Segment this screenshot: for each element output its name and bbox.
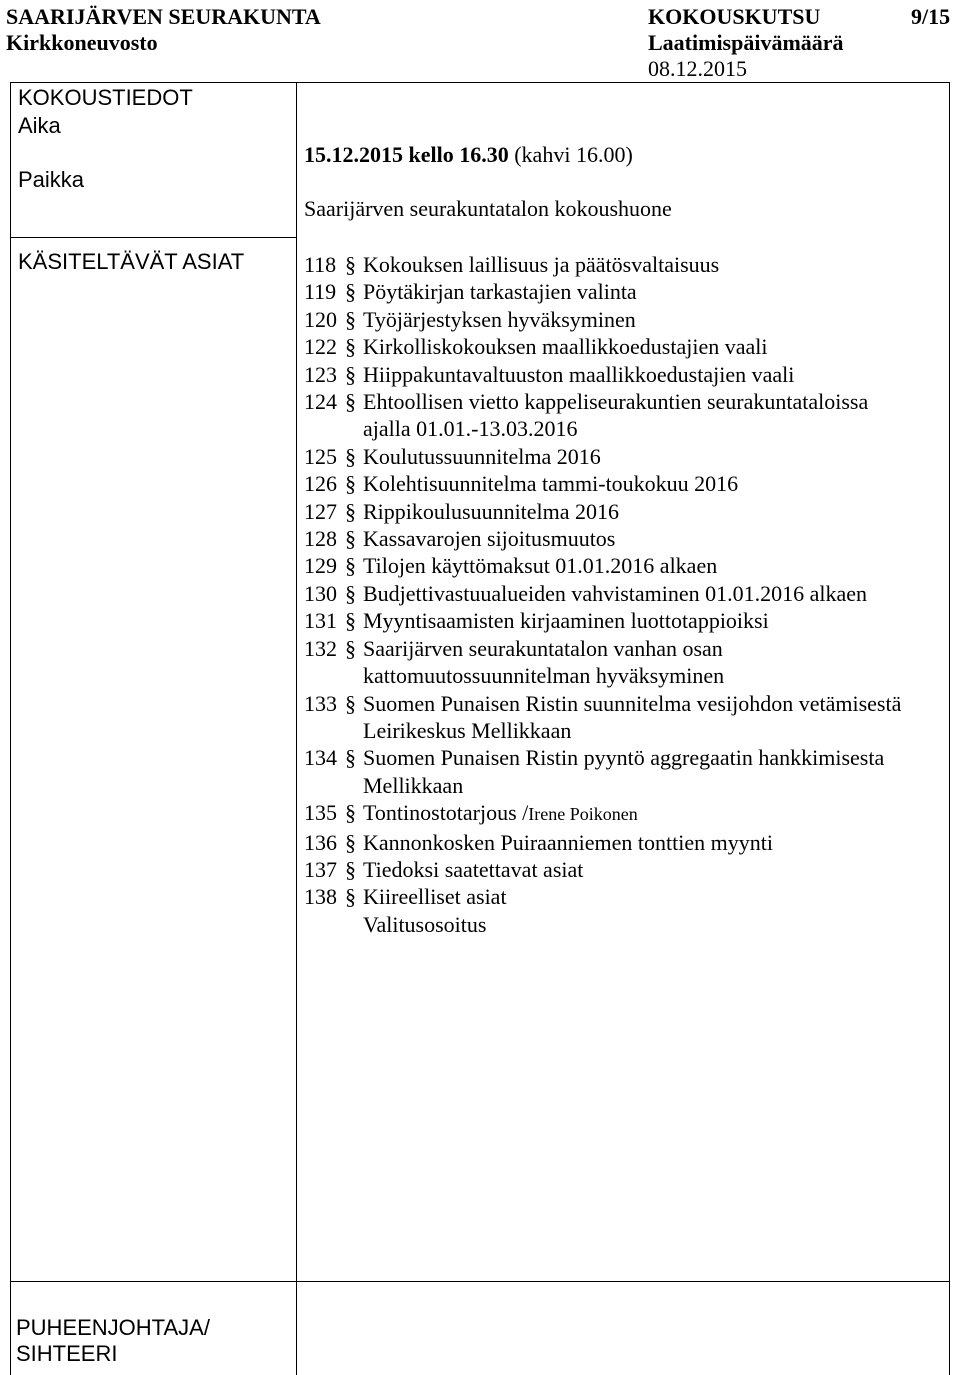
page-number: 9/15 xyxy=(911,4,951,29)
section-sign: § xyxy=(345,580,356,606)
section-sign: § xyxy=(345,443,356,469)
section-sign: § xyxy=(345,608,356,634)
agenda-item-continuation: Leirikeskus Mellikkaan xyxy=(363,717,572,743)
agenda-item-title: Suomen Punaisen Ristin suunnitelma vesijohdon vetämisestä xyxy=(363,690,902,716)
agenda-item-title: Kiireelliset asiat xyxy=(363,884,507,910)
section-sign: § xyxy=(345,334,356,360)
agenda-item-title: Saarijärven seurakuntatalon vanhan osan xyxy=(363,635,723,661)
agenda-item-title: Kolehtisuunnitelma tammi-toukokuu 2016 xyxy=(363,471,739,497)
agenda-label: KÄSITELTÄVÄT ASIAT xyxy=(18,249,245,274)
agenda-item xyxy=(304,690,954,745)
section-sign: § xyxy=(345,471,356,497)
date-label: Laatimispäivämäärä xyxy=(648,30,844,55)
section-sign: § xyxy=(345,884,356,910)
agenda-item-number: 118 xyxy=(304,252,337,277)
agenda-item xyxy=(304,635,954,690)
section-sign: § xyxy=(345,389,356,415)
section-sign: § xyxy=(345,306,356,332)
section-sign: § xyxy=(345,829,356,855)
section-sign: § xyxy=(345,800,356,826)
agenda-item-title: Rippikoulusuunnitelma 2016 xyxy=(363,498,620,524)
agenda-item-number: 123 xyxy=(304,361,337,387)
agenda-item xyxy=(304,829,954,856)
section-sign: § xyxy=(345,745,356,771)
document-date: 08.12.2015 xyxy=(648,56,747,81)
agenda-item-title: Ehtoollisen vietto kappeliseurakuntien seurakuntataloissa xyxy=(363,389,869,415)
agenda-item xyxy=(304,856,954,883)
place-value: Saarijärven seurakuntatalon kokoushuone xyxy=(304,196,672,221)
agenda-item-title: Kannonkosken Puiraanniemen tonttien myynti xyxy=(363,829,773,855)
agenda-list xyxy=(304,251,954,938)
agenda-item-title: Tiedoksi saatettavat asiat xyxy=(363,856,584,882)
agenda-item-title: Pöytäkirjan tarkastajien valinta xyxy=(363,279,637,305)
place-label: Paikka xyxy=(18,167,85,192)
agenda-item-name: Irene Poikonen xyxy=(528,804,638,825)
agenda-item-continuation: ajalla 01.01.-13.03.2016 xyxy=(363,416,578,442)
section-sign: § xyxy=(345,498,356,524)
agenda-item-number: 133 xyxy=(304,690,337,716)
agenda-item xyxy=(304,525,954,552)
agenda-item xyxy=(304,306,954,333)
agenda-item xyxy=(304,883,954,938)
agenda-item-number: 119 xyxy=(304,279,337,305)
agenda-item-title: Tontinostotarjous / xyxy=(363,800,529,826)
agenda-item-title: Kassavarojen sijoitusmuutos xyxy=(363,526,616,552)
agenda-item-title: Koulutussuunnitelma 2016 xyxy=(363,443,601,469)
section-sign: § xyxy=(345,690,356,716)
section-sign: § xyxy=(345,526,356,552)
agenda-item-title: Budjettivastuualueiden vahvistaminen 01.01.2016 alkaen xyxy=(363,580,868,606)
agenda-item xyxy=(304,607,954,634)
agenda-item-title: Suomen Punaisen Ristin pyyntö aggregaatin hankkimisesta xyxy=(363,745,885,771)
time-value-date: 15.12.2015 kello 16.30 xyxy=(304,142,509,167)
section-sign: § xyxy=(345,279,356,305)
row-divider xyxy=(10,237,296,238)
agenda-item-continuation: Mellikkaan xyxy=(363,772,464,798)
agenda-item xyxy=(304,552,954,579)
agenda-item xyxy=(304,251,954,278)
section-sign: § xyxy=(345,635,356,661)
agenda-item-number: 138 xyxy=(304,884,337,910)
agenda-item xyxy=(304,498,954,525)
section-sign: § xyxy=(345,361,356,387)
agenda-item-number: 137 xyxy=(304,856,337,882)
agenda-item-number: 120 xyxy=(304,306,337,332)
section-sign: § xyxy=(345,856,356,882)
agenda-item-title: Työjärjestyksen hyväksyminen xyxy=(363,306,636,332)
section-sign: § xyxy=(345,252,356,277)
agenda-item-number: 135 xyxy=(304,800,337,826)
agenda-item-number: 126 xyxy=(304,471,337,497)
time-value-coffee: (kahvi 16.00) xyxy=(514,142,633,167)
section-sign: § xyxy=(345,553,356,579)
agenda-item-number: 131 xyxy=(304,608,337,634)
column-divider xyxy=(296,82,297,1375)
agenda-item-number: 134 xyxy=(304,745,337,771)
agenda-item-title: Tilojen käyttömaksut 01.01.2016 alkaen xyxy=(363,553,718,579)
agenda-item-number: 130 xyxy=(304,580,337,606)
agenda-item-number: 125 xyxy=(304,443,337,469)
agenda-item xyxy=(304,580,954,607)
time-label: Aika xyxy=(18,113,61,138)
agenda-item-number: 132 xyxy=(304,635,337,661)
agenda-item xyxy=(304,470,954,497)
secretary-label: SIHTEERI xyxy=(16,1341,118,1366)
agenda-item-title: Myyntisaamisten kirjaaminen luottotappioiksi xyxy=(363,608,769,634)
time-value xyxy=(304,142,633,168)
agenda-item-title: Kokouksen laillisuus ja päätösvaltaisuus xyxy=(363,252,720,277)
agenda-item xyxy=(304,443,954,470)
agenda-item-title: Hiippakuntavaltuuston maallikkoedustajien vaali xyxy=(363,361,795,387)
agenda-item xyxy=(304,361,954,388)
meeting-info-label: KOKOUSTIEDOT xyxy=(18,85,193,110)
agenda-item xyxy=(304,388,954,443)
doc-type: KOKOUSKUTSU xyxy=(648,4,821,29)
chair-label: PUHEENJOHTAJA/ xyxy=(16,1315,210,1340)
agenda-item xyxy=(304,744,954,799)
org-name: SAARIJÄRVEN SEURAKUNTA xyxy=(6,4,321,29)
org-body: Kirkkoneuvosto xyxy=(6,30,158,55)
agenda-item-title: Kirkolliskokouksen maallikkoedustajien vaali xyxy=(363,334,768,360)
agenda-item xyxy=(304,333,954,360)
agenda-item-continuation: kattomuutossuunnitelman hyväksyminen xyxy=(363,663,725,689)
agenda-item-number: 127 xyxy=(304,498,337,524)
agenda-item-continuation: Valitusosoitus xyxy=(363,911,487,937)
agenda-item xyxy=(304,278,954,305)
agenda-item-number: 136 xyxy=(304,829,337,855)
agenda-item-number: 129 xyxy=(304,553,337,579)
agenda-item-number: 122 xyxy=(304,334,337,360)
agenda-item xyxy=(304,799,954,828)
agenda-item-number: 124 xyxy=(304,389,337,415)
agenda-item-number: 128 xyxy=(304,526,337,552)
